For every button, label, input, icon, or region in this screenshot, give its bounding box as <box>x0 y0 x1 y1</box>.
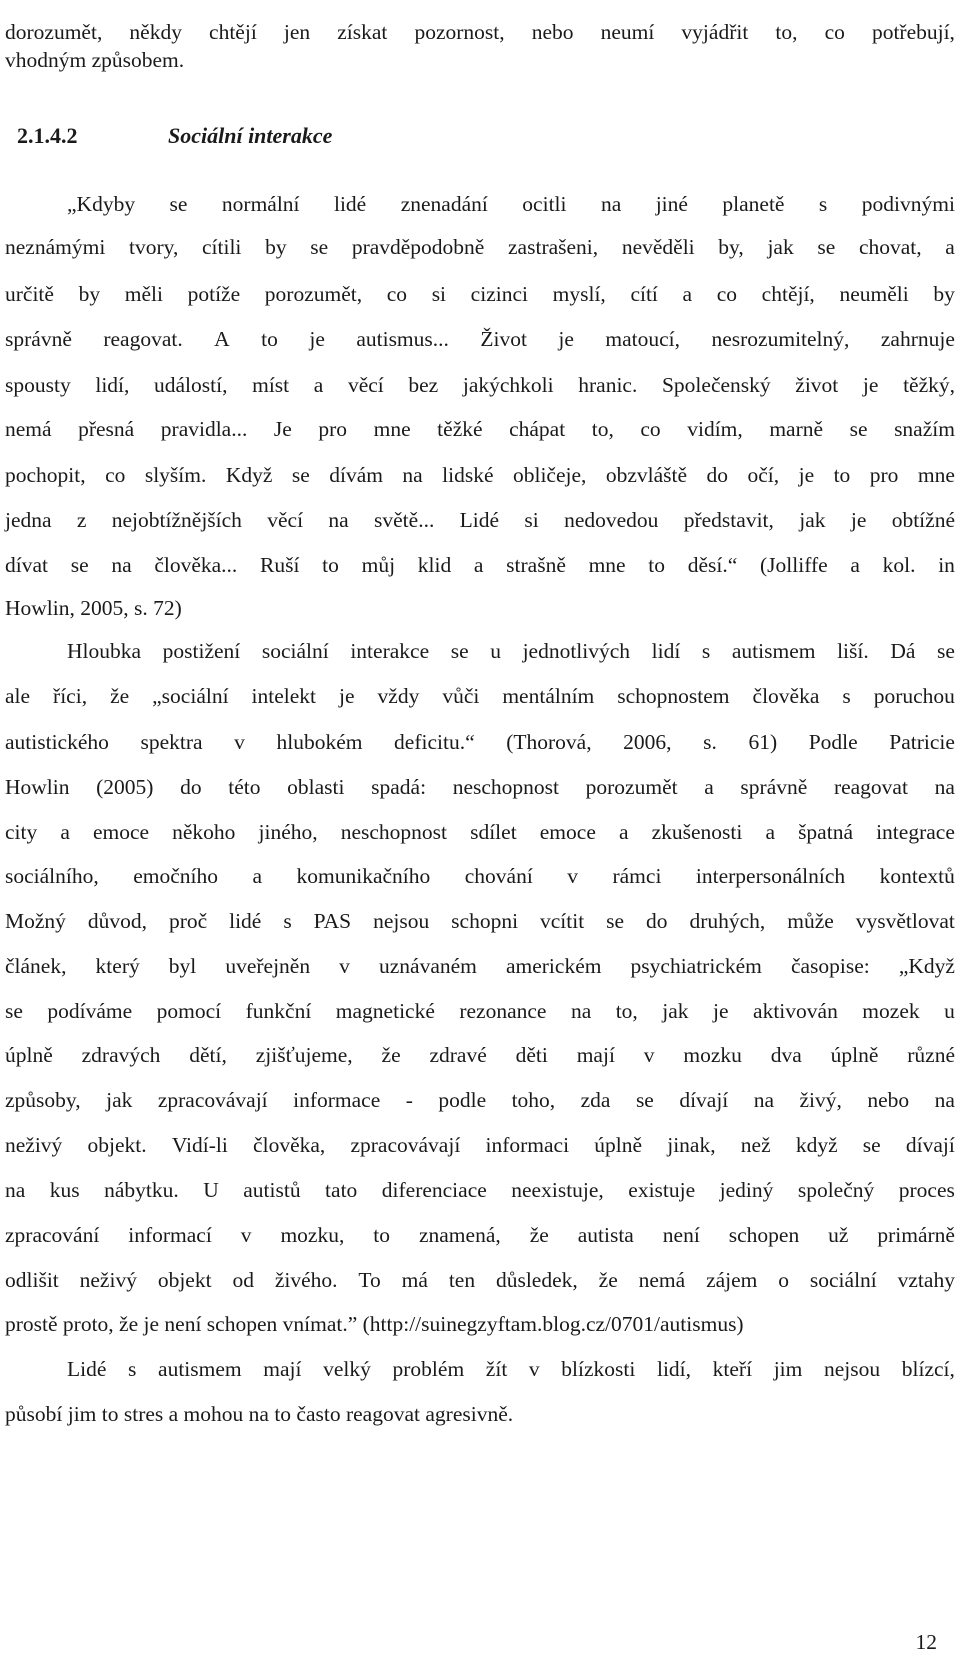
section-title: Sociální interakce <box>168 123 333 148</box>
text-line: jedna z nejobtížnějších věcí na světě... Lidé si nedovedou představit, jak je obtížné <box>5 508 955 532</box>
text-line: článek, který byl uveřejněn v uznávaném americkém psychiatrickém časopise: „Když <box>5 954 955 978</box>
text-line: správně reagovat. A to je autismus... Život je matoucí, nesrozumitelný, zahrnuje <box>5 327 955 351</box>
text-line: prostě proto, že je není schopen vnímat.” (http://suinegzyftam.blog.cz/0701/autismus) <box>5 1312 744 1336</box>
text-line: Hloubka postižení sociální interakce se u jednotlivých lidí s autismem liší. Dá se <box>67 639 955 663</box>
text-line: city a emoce někoho jiného, neschopnost sdílet emoce a zkušenosti a špatná integrace <box>5 820 955 844</box>
text-line: neznámými tvory, cítili by se pravděpodobně zastrašeni, nevěděli by, jak se chovat, a <box>5 235 955 259</box>
text-line: na kus nábytku. U autistů tato diferenciace neexistuje, existuje jediný společný proces <box>5 1178 955 1202</box>
text-line: sociálního, emočního a komunikačního chování v rámci interpersonálních kontextů <box>5 864 955 888</box>
text-line: zpracování informací v mozku, to znamená, že autista není schopen už primárně <box>5 1223 955 1247</box>
section-number: 2.1.4.2 <box>17 123 78 148</box>
text-line: spousty lidí, událostí, míst a věcí bez jakýchkoli hranic. Společenský život je těžký, <box>5 373 955 397</box>
text-line: působí jim to stres a mohou na to často reagovat agresivně. <box>5 1402 514 1426</box>
text-line: Howlin (2005) do této oblasti spadá: neschopnost porozumět a správně reagovat na <box>5 775 955 799</box>
text-line: autistického spektra v hlubokém deficitu.“ (Thorová, 2006, s. 61) Podle Patricie <box>5 730 955 754</box>
text-line: úplně zdravých dětí, zjišťujeme, že zdravé děti mají v mozku dva úplně různé <box>5 1043 955 1067</box>
text-line: Howlin, 2005, s. 72) <box>5 596 182 620</box>
text-line: neživý objekt. Vidí-li člověka, zpracovávají informaci úplně jinak, než když se dívají <box>5 1133 955 1157</box>
text-line: pochopit, co slyším. Když se dívám na lidské obličeje, obzvláště do očí, je to pro mne <box>5 463 955 487</box>
text-line: se podíváme pomocí funkční magnetické rezonance na to, jak je aktivován mozek u <box>5 999 955 1023</box>
text-line: vhodným způsobem. <box>5 48 185 72</box>
text-line: „Kdyby se normální lidé znenadání ocitli na jiné planetě s podivnými <box>67 192 955 216</box>
text-line: ale říci, že „sociální intelekt je vždy vůči mentálním schopnostem člověka s poruchou <box>5 684 955 708</box>
text-line: dívat se na člověka... Ruší to můj klid a strašně mne to děsí.“ (Jolliffe a kol. in <box>5 553 955 577</box>
document-page <box>5 0 955 1660</box>
text-line: Lidé s autismem mají velký problém žít v blízkosti lidí, kteří jim nejsou blízcí, <box>67 1357 955 1381</box>
text-line: Možný důvod, proč lidé s PAS nejsou schopni vcítit se do druhých, může vysvětlovat <box>5 909 955 933</box>
text-line: dorozumět, někdy chtějí jen získat pozornost, nebo neumí vyjádřit to, co potřebují, <box>5 20 955 44</box>
text-line: nemá přesná pravidla... Je pro mne těžké chápat to, co vidím, marně se snažím <box>5 417 955 441</box>
text-line: určitě by měli potíže porozumět, co si cizinci myslí, cítí a co chtějí, neuměli by <box>5 282 955 306</box>
page-number: 12 <box>915 1630 937 1654</box>
text-line: odlišit neživý objekt od živého. To má ten důsledek, že nemá zájem o sociální vztahy <box>5 1268 955 1292</box>
text-line: způsoby, jak zpracovávají informace - podle toho, zda se dívají na živý, nebo na <box>5 1088 955 1112</box>
